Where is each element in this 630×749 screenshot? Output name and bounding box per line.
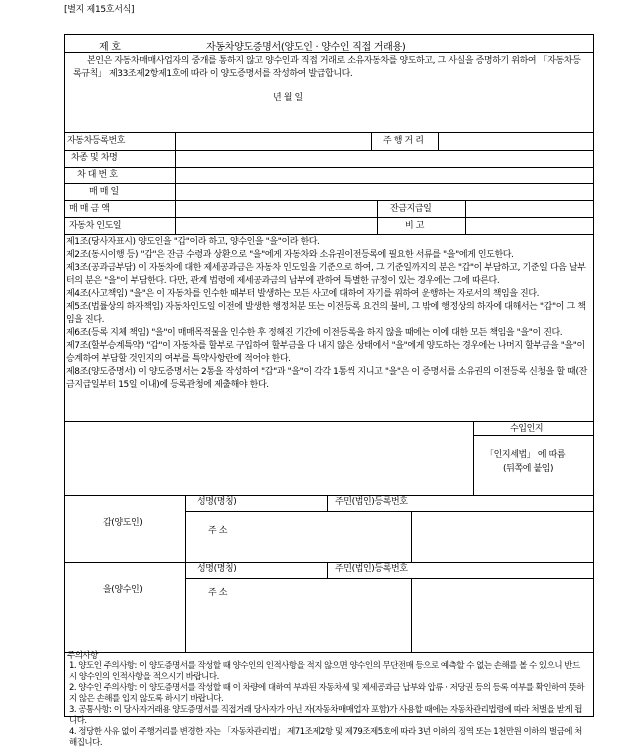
form-title: 자동차양도증명서(양도인 · 양수인 직접 거래용) <box>206 42 406 53</box>
vehicle-name-label: 차종 및 차명 <box>71 153 118 163</box>
buyer-name-label: 성명(명칭) <box>197 564 237 574</box>
seller-label: 갑(양도인) <box>103 518 143 528</box>
seller-address-label: 주 소 <box>208 526 228 536</box>
divider <box>65 167 593 168</box>
clause-2: 제2조(동시이행 등) "갑"은 잔금 수령과 상환으로 "을"에게 자동차와 소유권이전등록에 필요한 서류를 "을"에게 인도한다. <box>66 250 514 260</box>
divider <box>185 511 593 512</box>
delivery-date-label: 자동차 인도일 <box>69 221 122 231</box>
divider <box>327 495 328 511</box>
divider <box>185 495 186 652</box>
issue-date: 년 월 일 <box>273 93 303 103</box>
note-item: 3. 공통사항: 이 당사자거래용 양도증명서를 직접거래 당사자가 아닌 자(자동차매매업자 포함)가 사용할 때에는 자동차관리법령에 따라 처벌을 받게 됩니다. <box>69 705 583 726</box>
notes-list <box>69 661 585 749</box>
remarks-label: 비 고 <box>405 221 425 231</box>
clauses <box>66 236 590 392</box>
registration-no-label: 자동차등록번호 <box>67 136 126 146</box>
divider <box>65 132 593 133</box>
sale-date-label: 매 매 일 <box>89 187 119 197</box>
revenue-stamp-title: 수입인지 <box>510 424 544 434</box>
divider <box>65 200 593 201</box>
divider <box>65 150 593 151</box>
divider <box>411 511 412 562</box>
note-item: 1. 양도인 주의사항: 이 양도증명서를 작성할 때 양수인의 인적사항을 적지 않으면 양수인의 무단전매 등으로 예측할 수 없는 손해를 볼 수 있으니 반드시 양수인의 인적사항을 적으시기 바랍니다. <box>69 661 580 682</box>
clause-5: 제5조(법률상의 하자책임) 자동차인도일 이전에 발생한 행정처분 또는 이전등록 요건의 불비, 그 밖에 행정상의 하자에 대해서는 "갑"이 그 책임을 진다. <box>66 302 586 325</box>
divider <box>411 578 412 652</box>
buyer-address-label: 주 소 <box>208 588 228 598</box>
intro-text: 본인은 자동차매매사업자의 중개를 통하지 않고 양수인과 직접 거래로 소유자동차를 양도하고, 그 사실을 증명하기 위하여 「자동차등록규칙」 제33조제2항제1호에 따라 이 양도증명서를 작성하여 발급합니다. <box>73 56 581 79</box>
divider <box>65 495 593 496</box>
note-item: 2. 양수인 주의사항: 이 양도증명서를 작성할 때 이 차량에 대하여 부과된 자동차세 및 제세공과금 납부와 압류 · 저당권 등의 등록 여부를 확인하여 뜻하지 않은 손해를 입지 않도록 하시기 바랍니다. <box>69 683 585 704</box>
divider <box>327 562 328 578</box>
divider <box>65 421 593 422</box>
divider <box>371 132 372 150</box>
seller-id-label: 주민(법인)등록번호 <box>335 497 408 507</box>
certificate-form <box>64 34 594 748</box>
mileage-label: 주 행 거 리 <box>383 136 424 146</box>
divider <box>185 578 593 579</box>
clause-4: 제4조(사고책임) "을"은 이 자동차를 인수한 때부터 발생하는 모든 사고에 대하여 자기를 위하여 운행하는 자로서의 책임을 진다. <box>66 289 540 299</box>
divider <box>438 132 439 150</box>
divider <box>65 183 593 184</box>
stamp-law-note: 「인지세법」 에 따름 <box>485 450 566 460</box>
clause-1: 제1조(당사자표시) 양도인을 "갑"이라 하고, 양수인을 "을"이라 한다. <box>66 237 320 247</box>
buyer-id-label: 주민(법인)등록번호 <box>335 564 408 574</box>
divider <box>65 52 593 53</box>
divider <box>65 562 593 563</box>
note-item: 4. 정당한 사유 없이 주행거리를 변경한 자는 「자동차관리법」 제71조제2항 및 제79조제5호에 따라 3년 이하의 징역 또는 1천만원 이하의 벌금에 처해집니다. <box>69 727 582 748</box>
clause-3: 제3조(공과금부담) 이 자동차에 대한 제세공과금은 자동차 인도일을 기준으로 하여, 그 기준일까지의 분은 "갑"이 부담하고, 기준일 다음 날부터의 분은 "을"이 부담한다. 다만, 관계 법령에 제세공과금의 납부에 관하여 특별한 규정이 있는 경우에는 그에 따른다. <box>66 263 586 286</box>
clause-6: 제6조(등록 지체 책임) "을"이 매매목적물을 인수한 후 정해진 기간에 이전등록을 하지 않을 때에는 이에 대한 모든 책임을 "을"이 진다. <box>66 328 563 338</box>
divider <box>65 234 593 235</box>
divider <box>65 652 593 653</box>
buyer-label: 을(양수인) <box>103 585 143 595</box>
sale-amount-label: 매 매 금 액 <box>69 204 110 214</box>
chassis-no-label: 차 대 번 호 <box>77 170 118 180</box>
form-number-label: 제 호 <box>99 42 121 53</box>
clause-7: 제7조(할부승계특약) "갑"이 자동차를 할부로 구입하여 할부금을 다 내지 않은 상태에서 "을"에게 양도하는 경우에는 나머지 할부금을 "을"이 승계하여 부담할 것인지의 여부를 특약사항란에 적어야 한다. <box>66 341 585 364</box>
clause-8: 제8조(양도증명서) 이 양도증명서는 2통을 작성하여 "갑"과 "을"이 각각 1통씩 지니고 "을"은 이 증명서를 소유권의 이전등록 신청을 할 때(잔금지급일부터 15일 이내)에 등록관청에 제출해야 한다. <box>66 367 587 390</box>
notes-title: 주의사항 <box>67 651 98 661</box>
seller-name-label: 성명(명칭) <box>197 497 237 507</box>
divider <box>65 217 593 218</box>
balance-date-label: 잔금지급일 <box>390 204 432 214</box>
divider <box>473 421 474 495</box>
stamp-back-note: (뒤쪽에 붙임) <box>503 464 554 474</box>
form-label: [별지 제15호서식] <box>64 5 135 15</box>
